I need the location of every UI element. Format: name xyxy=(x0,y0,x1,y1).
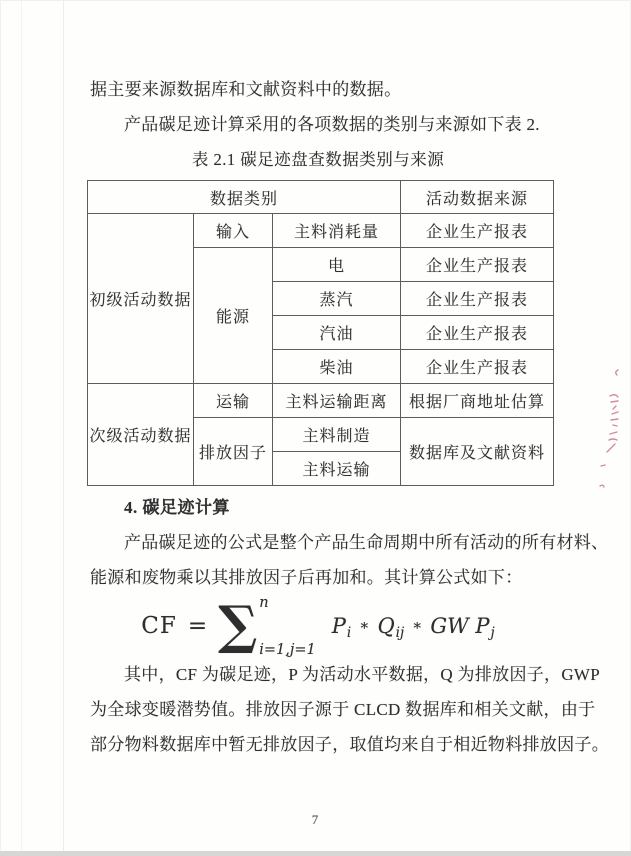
cell-energy: 能源 xyxy=(194,248,273,384)
cell-database-literature: 数据库及文献资料 xyxy=(401,418,554,486)
term-q: Q xyxy=(377,614,395,638)
term-gwp-subscript: j xyxy=(490,625,495,641)
scan-edge xyxy=(0,851,631,856)
scan-artifact-line xyxy=(63,0,64,856)
header-data-category: 数据类别 xyxy=(88,181,401,214)
term-q-subscript: ij xyxy=(395,625,405,641)
summation-limits xyxy=(259,595,316,658)
cell-diesel: 柴油 xyxy=(273,350,401,384)
term-gwp: GW P xyxy=(430,614,490,638)
cell-steam: 蒸汽 xyxy=(273,282,401,316)
intro-line-1: 据主要来源数据库和文献资料中的数据。 xyxy=(90,80,402,99)
cell-transport: 运输 xyxy=(194,384,273,418)
data-sources-table xyxy=(87,180,554,486)
multiply-operator: ∗ xyxy=(359,616,370,634)
cell-enterprise-report: 企业生产报表 xyxy=(401,316,554,350)
cell-input: 输入 xyxy=(194,214,273,248)
scan-artifact-line xyxy=(21,0,22,856)
section-heading: 4. 碳足迹计算 xyxy=(124,498,230,517)
paragraph-line: 为全球变暖潜势值。排放因子源于 CLCD 数据库和相关文献，由于 xyxy=(90,700,596,719)
paragraph-line: 产品碳足迹的公式是整个产品生命周期中所有活动的所有材料、 xyxy=(124,533,609,552)
sigma-icon: ∑ xyxy=(218,595,258,657)
table-row xyxy=(88,384,554,418)
paragraph-line: 其中，CF 为碳足迹，P 为活动水平数据，Q 为排放因子，GWP xyxy=(124,665,601,684)
red-ink-mark xyxy=(596,362,624,497)
cell-vendor-address-estimate: 根据厂商地址估算 xyxy=(401,384,554,418)
table-caption: 表 2.1 碳足迹盘查数据类别与来源 xyxy=(191,150,445,169)
paragraph-line: 部分物料数据库中暂无排放因子，取值均来自于相近物料排放因子。 xyxy=(90,735,609,754)
formula-lhs: CF xyxy=(141,613,177,639)
header-activity-data-source: 活动数据来源 xyxy=(401,181,554,214)
upper-limit: n xyxy=(259,595,269,611)
cell-main-material-transport: 主料运输 xyxy=(273,452,401,486)
page-content xyxy=(89,72,609,762)
cell-transport-distance: 主料运输距离 xyxy=(273,384,401,418)
cell-enterprise-report: 企业生产报表 xyxy=(401,248,554,282)
formula-terms xyxy=(331,614,495,641)
page-number: 7 xyxy=(311,812,320,827)
cell-main-material-manufacture: 主料制造 xyxy=(273,418,401,452)
cell-electricity: 电 xyxy=(273,248,401,282)
cell-enterprise-report: 企业生产报表 xyxy=(401,282,554,316)
cell-primary-activity-data: 初级活动数据 xyxy=(88,214,194,384)
cell-main-material-consumption: 主料消耗量 xyxy=(273,214,401,248)
paragraph-line: 能源和废物乘以其排放因子后再加和。其计算公式如下： xyxy=(90,568,523,587)
equals-sign: = xyxy=(187,613,208,639)
carbon-footprint-formula xyxy=(90,595,546,657)
table-row xyxy=(88,214,554,248)
cell-secondary-activity-data: 次级活动数据 xyxy=(88,384,194,486)
cell-enterprise-report: 企业生产报表 xyxy=(401,214,554,248)
term-p-subscript: i xyxy=(346,625,352,641)
cell-enterprise-report: 企业生产报表 xyxy=(401,350,554,384)
cell-emission-factor: 排放因子 xyxy=(194,418,273,486)
lower-limit: i=1,j=1 xyxy=(259,641,316,658)
intro-line-2: 产品碳足迹计算采用的各项数据的类别与来源如下表 2. xyxy=(124,115,540,134)
summation-term xyxy=(218,595,316,658)
cell-gasoline: 汽油 xyxy=(273,316,401,350)
multiply-operator: ∗ xyxy=(412,616,423,634)
term-p: P xyxy=(331,614,346,638)
